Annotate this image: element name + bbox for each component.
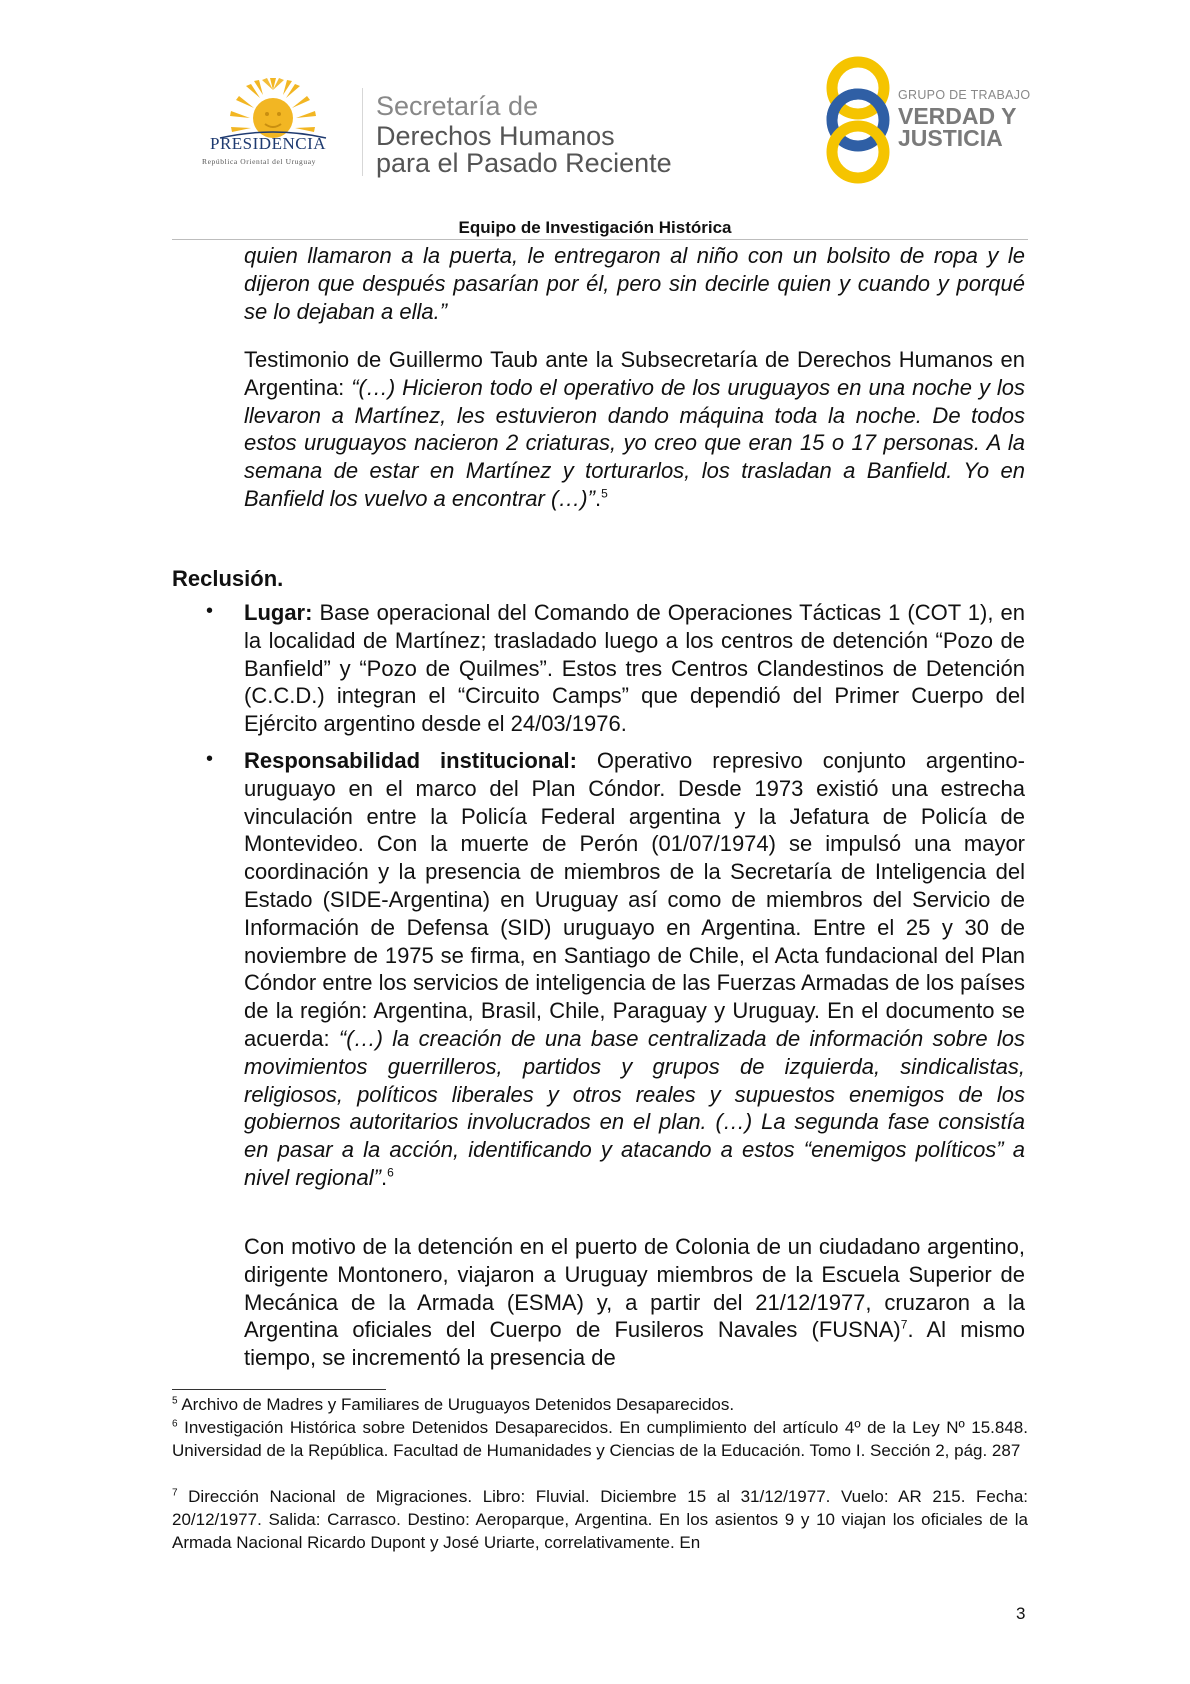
colonia-text-b: . Al mismo tiempo, se incrementó la presencia de — [244, 1317, 1026, 1371]
footnote-6-number: 6 — [172, 1418, 178, 1430]
secretaria-line-3: para el Pasado Reciente — [376, 148, 672, 178]
bullet-lugar-text: Base operacional del Comando de Operaciones Tácticas 1 (COT 1), en la localidad de Martínez; trasladado luego a los centros de detención “Pozo de Banfield” y “Pozo de Quilmes”. Estos tres Centros Clandestinos de Detención (C.C.D.) integran el “Circuito Camps” que dependió del Primer Cuerpo del Ejército argentino desde el 24/03/1976. — [244, 600, 1025, 737]
bullet-responsabilidad — [244, 747, 1025, 1192]
quote-continuation — [244, 242, 1025, 325]
testimony-paragraph — [244, 346, 1025, 513]
quote-text: quien llamaron a la puerta, le entregaron al niño con un bolsito de ropa y le dijeron que después pasarían por él, pero sin decirle quien y cuando y porqué se lo dejaban a ella.” — [244, 243, 1025, 324]
bullet-responsabilidad-quote: “(…) la creación de una base centralizada de información sobre los movimientos guerrilleros, partidos y grupos de izquierda, sindicalistas, religiosos, políticos liberales y otros reales y supuestos enemigos de los gobiernos autoritarios involucrados en el plan. (…) La segunda fase consistía en pasar a la acción, identificando y atacando a estos “enemigos políticos” a nivel regional” — [244, 1025, 1025, 1190]
colonia-paragraph — [244, 1233, 1025, 1372]
interlocked-rings-logo-icon — [818, 56, 898, 184]
presidencia-subtitle: República Oriental del Uruguay — [202, 157, 317, 166]
bullet-dot-1: • — [206, 600, 214, 622]
presidencia-logo — [196, 78, 356, 178]
footnote-5-text: Archivo de Madres y Familiares de Uruguayos Detenidos Desaparecidos. — [177, 1395, 735, 1414]
header-rule — [172, 239, 1028, 240]
bullet-dot-2: • — [206, 748, 214, 770]
footnote-7 — [172, 1485, 1028, 1554]
footnote-7-number: 7 — [172, 1487, 178, 1499]
footnote-7-text: Dirección Nacional de Migraciones. Libro: Fluvial. Diciembre 15 al 31/12/1977. Vuelo: AR 215. Fecha: 20/12/1977. Salida: Carrasco. Destino: Aeroparque, Argentina. En los asientos 9 y 10 viajan los oficiales de la Armada Nacional Ricardo Dupont y José Uriarte, correlativamente. En — [172, 1487, 1028, 1552]
presidencia-label: PRESIDENCIA — [210, 134, 327, 153]
team-title: Equipo de Investigación Histórica — [458, 218, 732, 237]
footnote-separator — [172, 1389, 386, 1390]
bullet-lugar — [244, 599, 1025, 738]
justicia-label: JUSTICIA — [898, 125, 1003, 151]
bullet-responsabilidad-label: Responsabilidad institucional: — [244, 748, 577, 773]
bullet-responsabilidad-text: Operativo represivo conjunto argentino-uruguayo en el marco del Plan Cóndor. Desde 1973 existió una estrecha vinculación entre la Policía Federal argentina y la Jefatura de Policía de Montevideo. Con la muerte de Perón (01/07/1974) se impulsó una mayor coordinación y la presencia de miembros de la Secretaría de Inteligencia del Estado (SIDE-Argentina) en Uruguay así como de miembros del Servicio de Información de Defensa (SID) uruguayo en Argentina. Entre el 25 y 30 de noviembre de 1975 se firma, en Santiago de Chile, el Acta fundacional del Plan Cóndor entre los servicios de inteligencia de las Fuerzas Armadas de los países de la región: Argentina, Brasil, Chile, Paraguay y Uruguay. En el documento se acuerda: — [244, 748, 1025, 1051]
colonia-text-a: Con motivo de la detención en el puerto de Colonia de un ciudadano argentino, dirigente Montonero, viajaron a Uruguay miembros de la Escuela Superior de Mecánica de la Armada (ESMA) y, a partir del 21/12/1977, cruzaron a la Argentina oficiales del Cuerpo de Fusileros Navales (FUSNA) — [244, 1234, 1025, 1343]
footnote-5-number: 5 — [172, 1395, 178, 1407]
testimony-quote: “(…) Hicieron todo el operativo de los uruguayos en una noche y los llevaron a Martínez, les estuvieron dando máquina toda la noche. De todos estos uruguayos nacieron 2 criaturas, yo creo que eran 15 o 17 personas. A la semana de estar en Martínez y torturarlos, los trasladan a Banfield. Yo en Banfield los vuelvo a encontrar (…)” — [244, 374, 1025, 511]
bullet-responsabilidad-period: . — [380, 1164, 388, 1190]
section-heading: Reclusión. — [172, 566, 284, 591]
header-divider-vertical — [362, 88, 363, 176]
footnote-ref-6[interactable]: 6 — [387, 1165, 394, 1180]
testimony-lead: Testimonio de Guillermo Taub ante la Subsecretaría de Derechos Humanos en Argentina: — [244, 347, 1025, 400]
verdad-label: VERDAD Y — [898, 103, 1017, 129]
bullet-lugar-label: Lugar: — [244, 600, 313, 625]
footnote-5 — [172, 1393, 1028, 1416]
page-number: 3 — [1016, 1604, 1026, 1623]
footnote-ref-5[interactable]: 5 — [601, 486, 608, 501]
footnote-ref-7[interactable]: 7 — [900, 1318, 908, 1333]
footnote-6-text: Investigación Histórica sobre Detenidos Desaparecidos. En cumplimiento del artículo 4º de la Ley Nº 15.848. Universidad de la República. Facultad de Humanidades y Ciencias de la Educación. Tomo I. Sección 2, pág. 287 — [172, 1418, 1028, 1460]
footnote-6 — [172, 1416, 1028, 1462]
secretaria-line-1: Secretaría de — [376, 91, 539, 121]
grupo-trabajo-label: GRUPO DE TRABAJO — [898, 88, 1031, 102]
testimony-period: . — [594, 485, 602, 511]
secretaria-line-2: Derechos Humanos — [376, 121, 615, 151]
